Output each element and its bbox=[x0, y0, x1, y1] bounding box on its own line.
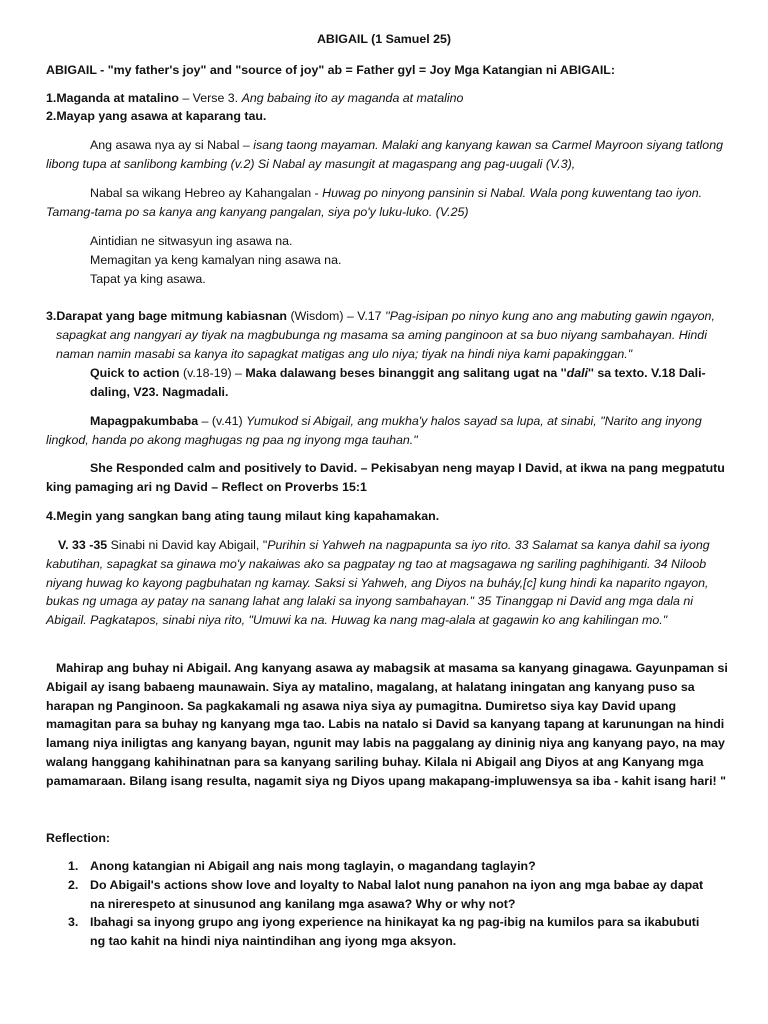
reflection-item-number: 3. bbox=[68, 915, 79, 930]
reflection-item bbox=[46, 857, 710, 876]
humble-lead: Mapagpakumbaba bbox=[90, 414, 199, 428]
verse-33-35-heading: V. 33 -35 bbox=[58, 538, 108, 552]
nabal-lead-1: Ang asawa nya ay si Nabal bbox=[90, 138, 240, 152]
quick-to-action-lead: Quick to action bbox=[90, 366, 180, 380]
point-1-quote: Ang babaing ito ay maganda at matalino bbox=[241, 91, 464, 105]
nabal-quote-1: – isang taong mayaman. Malaki ang kanyang kawan sa Carmel Mayroon siyang tatlong libong tupa at sanlibong kambing (v.2) Si Nabal ay masungit at magaspang ang pag-uugali (V.3), bbox=[46, 138, 723, 171]
kapampangan-line: Aintidian ne sitwasyun ing asawa na. bbox=[90, 234, 293, 248]
reflection-list bbox=[46, 857, 710, 951]
point-3-verse: (Wisdom) – V.17 bbox=[287, 309, 386, 323]
reflection-item-number: 2. bbox=[68, 877, 79, 892]
point-4-heading: 4.Megin yang sangkan bang ating taung milaut king kapahamakan. bbox=[46, 509, 440, 523]
kapampangan-line: Memagitan ya keng kamalyan ning asawa na. bbox=[90, 252, 342, 267]
kapampangan-lines bbox=[90, 232, 730, 288]
nabal-lead-2: Nabal sa wikang Hebreo ay Kahangalan - bbox=[90, 186, 323, 200]
nabal-paragraph-1 bbox=[46, 136, 726, 174]
point-3 bbox=[46, 307, 728, 363]
humble-verse: – (v.41) bbox=[198, 414, 247, 428]
responded-paragraph: She Responded calm and positively to David. – Pekisabyan neng mayap I David, at ikwa na pang megpatutu king pamaging ari ng David – Reflect on Proverbs 15:1 bbox=[46, 461, 725, 494]
verse-33-35 bbox=[46, 536, 726, 630]
document-title: ABIGAIL (1 Samuel 25) bbox=[316, 32, 452, 46]
reflection-item bbox=[46, 876, 710, 914]
quick-to-action-verse: (v.18-19) – bbox=[179, 366, 246, 380]
quick-to-action-word: dali bbox=[566, 366, 588, 380]
point-2-heading: 2.Mayap yang asawa at kaparang tau. bbox=[46, 109, 267, 123]
reflection-item bbox=[46, 913, 710, 951]
humble-paragraph bbox=[46, 412, 726, 450]
kapampangan-line: Tapat ya king asawa. bbox=[90, 271, 206, 286]
reflection-item-text: Anong katangian ni Abigail ang nais mong taglayin, o magandang taglayin? bbox=[90, 859, 536, 873]
intro-line: ABIGAIL - "my father's joy" and "source of joy" ab = Father gyl = Joy Mga Katangian ni ABIGAIL: bbox=[46, 63, 615, 77]
reflection-heading: Reflection: bbox=[46, 831, 111, 845]
humble-quote: Yumukod si Abigail, ang mukha'y halos sayad sa lupa, at sinabi, "Narito ang inyong lingkod, handa po akong maghugas ng paa ng inyong mga tauhan." bbox=[46, 414, 702, 447]
point-1-heading: 1.Maganda at matalino bbox=[46, 91, 179, 105]
point-3-quote: ''Pag-isipan po ninyo kung ano ang mabuting gawin ngayon, sapagkat ang nangyari ay tiyak na magbubunga ng masama sa aming panginoon at sa buo niyang sambahayan. Hindi naman namin masabi sa kanya ito sapagkat matigas ang ulo niya; tiyak na hindi niya kami papakinggan." bbox=[56, 309, 715, 361]
quick-to-action bbox=[90, 364, 728, 402]
summary-paragraph: Mahirap ang buhay ni Abigail. Ang kanyang asawa ay mabagsik at masama sa kanyang ginagawa. Gayunpaman si Abigail ay isang babaeng maunawain. Siya ay matalino, magalang, at halatang iningatan ang kanyang puso sa harapan ng Panginoon. Sa pagkakamali ng asawa niya siya ay pumagitna. Dumiretso siya kay David upang mamagitan para sa buhay ng kanyang mga tao. Labis na natalo si David sa kanyang tapang at karunungan na hindi lamang niya iniligtas ang kanyang bayan, ngunit may labis na paggalang ay dininig niya ang kanyang payo, na may walang hanggang kahihinatnan para sa kanyang sariling buhay. Kilala ni Abigail ang Diyos at ang Kanyang mga pamamaraan. Bilang isang resulta, nagamit siya ng Diyos upang makapang-impluwensya sa iba - kahit isang hari! " bbox=[46, 661, 728, 788]
point-1-verse: – Verse 3. bbox=[178, 91, 242, 105]
reflection-item-text: Ibahagi sa inyong grupo ang iyong experience na hinikayat ka ng pag-ibig na kumilos para sa ikabubuti ng tao kahit na hindi niya naintindihan ang iyong mga aksyon. bbox=[90, 915, 700, 949]
point-1 bbox=[46, 89, 746, 108]
quick-to-action-text: Maka dalawang beses binanggit ang salitang ugat na '' bbox=[245, 366, 567, 380]
verse-33-35-intro: Sinabi ni David kay Abigail, " bbox=[107, 538, 268, 552]
reflection-item-number: 1. bbox=[68, 859, 79, 873]
verse-33-35-quote: Purihin si Yahweh na nagpapunta sa iyo rito. 33 Salamat sa kanya dahil sa iyong kabutihan, sapagkat sa ginawa mo'y nakaiwas ako sa pagpatay ng tao at magsagawa ng sariling paghihiganti. 34 Niloob niyang huwag ko kayong pagbuhatan ng kamay. Saksi si Yahweh, ang Diyos na buháy,[c] kung hindi ka naparito ngayon, bukas ng umaga ay patay na sanang lahat ang lalaki sa inyong sambahayan." 35 Tinanggap ni David ang mga dala ni Abigail. Pagkatapos, sinabi niya rito, "Umuwi ka na. Huwag ka nang mag-alala at gagawin ko ang kahilingan mo." bbox=[46, 538, 710, 628]
nabal-quote-2: Huwag po ninyong pansinin si Nabal. Wala pong kuwentang tao iyon. Tamang-tama po sa kanya ang kanyang pangalan, siya po'y luku-luko. (V.25) bbox=[46, 186, 703, 219]
quick-to-action-rest: '' sa texto. V.18 Dali-daling, V23. Nagmadali. bbox=[90, 366, 706, 399]
nabal-paragraph-2 bbox=[46, 184, 726, 222]
reflection-item-text: Do Abigail's actions show love and loyalty to Nabal lalot nung panahon na iyon ang mga babae ay dapat na nirerespeto at sinusunod ang kanilang mga asawa? Why or why not? bbox=[90, 877, 704, 911]
point-3-heading: 3.Darapat yang bage mitmung kabiasnan bbox=[46, 309, 287, 323]
